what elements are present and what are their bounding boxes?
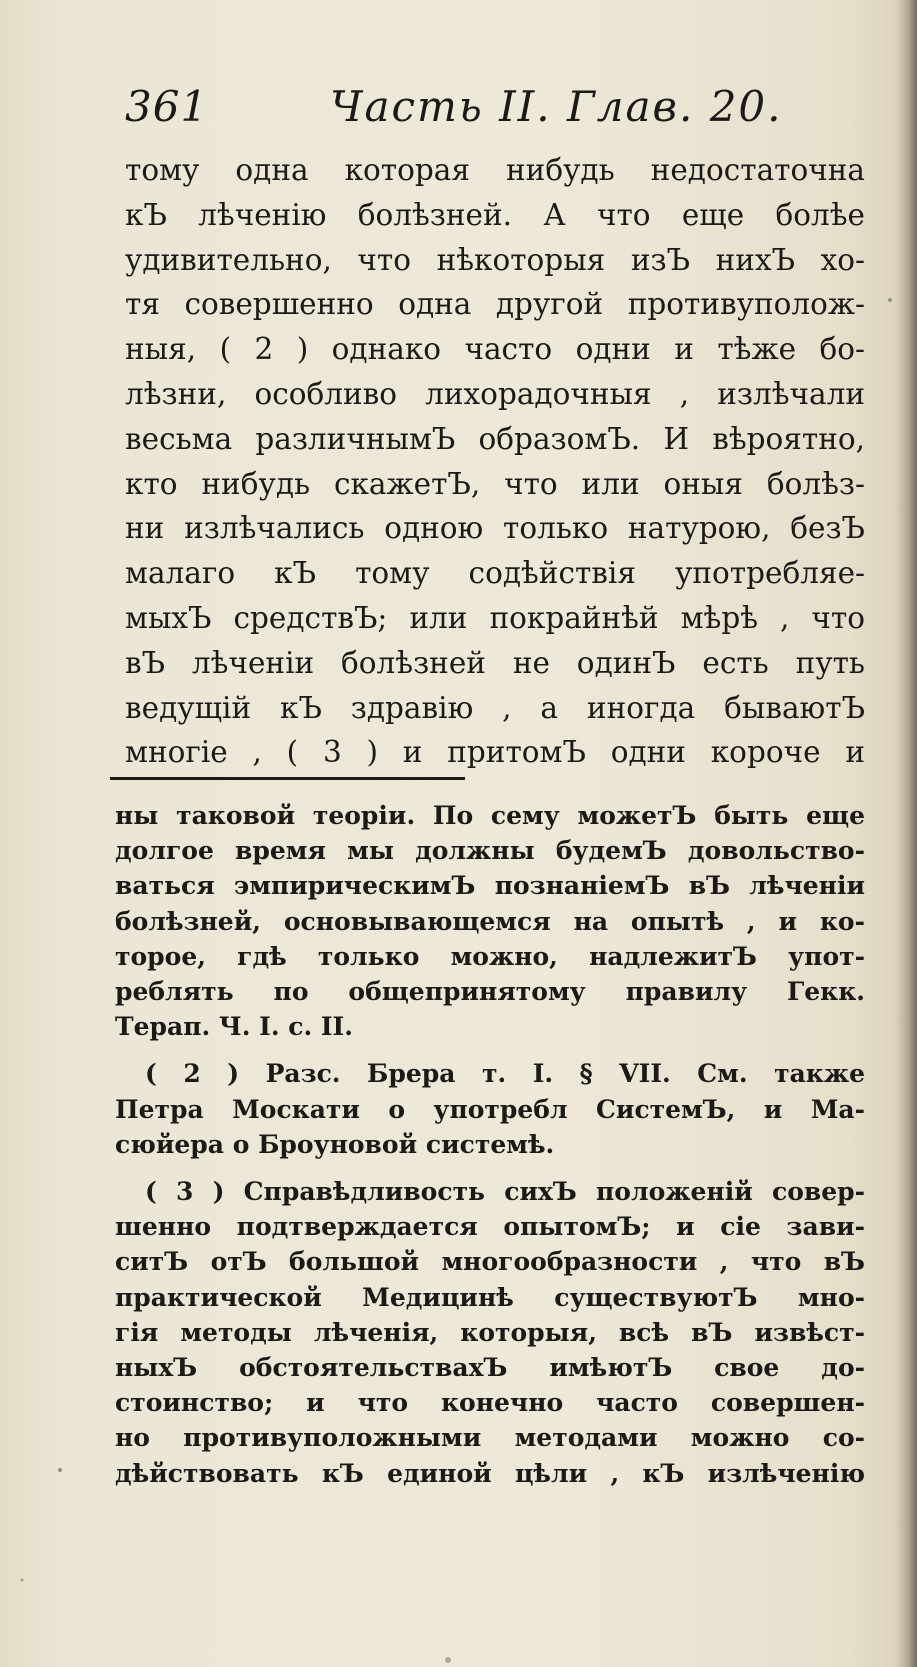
footnote-line: реблять по общепринятому правилу Гекк. xyxy=(115,977,865,1007)
text-line: весьма различнымЪ образомЪ. И вѣроятно, xyxy=(125,421,865,456)
footnote-continuation xyxy=(115,798,865,1044)
text-line: вЪ лѣченіи болѣзней не одинЪ есть путь xyxy=(125,645,865,680)
footnote-separator-rule xyxy=(110,777,465,780)
footnote-line: Терап. Ч. I. с. II. xyxy=(115,1012,353,1042)
text-line: мыхЪ средствЪ; или покрайнѣй мѣрѣ , что xyxy=(125,600,865,635)
page-edge-shadow xyxy=(895,0,917,1667)
footnote-line: ны таковой теоріи. По сему можетЪ быть еще xyxy=(115,801,865,830)
footnote-line: ныхЪ обстоятельствахЪ имѣютЪ свое до- xyxy=(115,1353,865,1383)
footnote-3 xyxy=(115,1174,865,1491)
text-line: ни излѣчались одною только натурою, безЪ xyxy=(125,511,865,546)
footnote-line: Петра Москати о употребл СистемЪ, и Ма- xyxy=(115,1094,865,1124)
footnote-line: долгое время мы должны будемЪ довольство- xyxy=(115,836,865,866)
footnote-line: гія методы лѣченія, которыя, всѣ вЪ извѣст- xyxy=(115,1317,865,1347)
text-line: кЪ лѣченію болѣзней. А что еще болѣе xyxy=(125,197,865,232)
text-line: тому одна которая нибудь недостаточна xyxy=(125,153,865,187)
footnote-line: ( 3 ) Справѣдливость сихЪ положеній совер- xyxy=(145,1177,865,1207)
text-line: удивительно, что нѣкоторыя изЪ нихЪ хо- xyxy=(125,242,865,277)
text-line: многіе , ( 3 ) и притомЪ одни короче и xyxy=(125,735,865,770)
footnote-line: стоинство; и что конечно часто совершен- xyxy=(115,1388,865,1418)
footnote-line: но противуположными методами можно со- xyxy=(115,1423,865,1453)
text-line: кто нибудь скажетЪ, что или оныя болѣз- xyxy=(125,466,865,501)
footnote-line: ( 2 ) Разс. Брера т. I. § VII. См. также xyxy=(145,1059,865,1089)
running-title: Часть II. Глав. 20. xyxy=(330,82,783,131)
main-text-block xyxy=(125,148,865,775)
running-head xyxy=(125,82,825,132)
text-line: тя совершенно одна другой противуполож- xyxy=(125,287,865,322)
text-line: ныя, ( 2 ) однако часто одни и тѣже бо- xyxy=(125,332,865,367)
footnote-line: ваться эмпирическимЪ познаніемЪ вЪ лѣченіи xyxy=(115,871,865,901)
footnote-line: болѣзней, основывающемся на опытѣ , и ко- xyxy=(115,906,865,936)
footnote-line: сюйера о Броуновой системѣ. xyxy=(115,1129,555,1159)
footnote-2 xyxy=(115,1056,865,1162)
footnotes-block xyxy=(115,798,865,1503)
footnote-line: дѣйствовать кЪ единой цѣли , кЪ излѣченію xyxy=(115,1458,865,1488)
footnote-line: практической Медицинѣ существуютЪ мно- xyxy=(115,1282,865,1312)
text-line: ведущій кЪ здравію , а иногда бываютЪ xyxy=(125,690,865,725)
text-line: лѣзни, особливо лихорадочныя , излѣчали xyxy=(125,376,865,411)
text-line: малаго кЪ тому содѣйствія употребляе- xyxy=(125,556,865,591)
footnote-line: торое, гдѣ только можно, надлежитЪ упот- xyxy=(115,941,865,971)
footnote-line: ситЪ отЪ большой многообразности , что вЪ xyxy=(115,1247,865,1277)
footnote-line: шенно подтверждается опытомЪ; и сіе зави- xyxy=(115,1212,865,1242)
page-number: 361 xyxy=(125,82,209,131)
